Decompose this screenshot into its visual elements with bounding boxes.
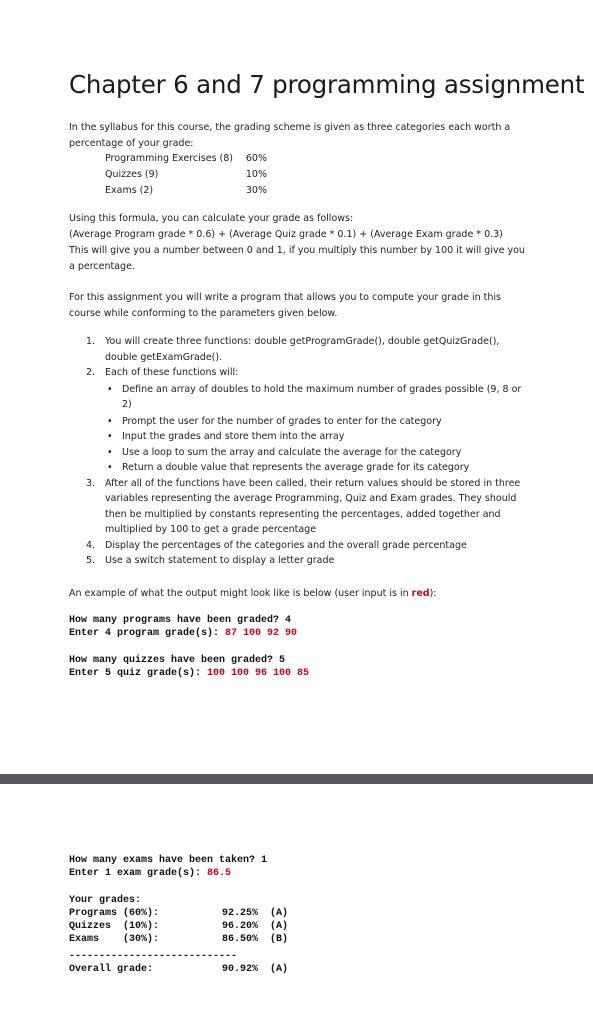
grade-label: Exams (30%): xyxy=(69,934,160,945)
grading-percent: 10% xyxy=(245,169,267,180)
grade-percent: 92.25% xyxy=(221,908,258,919)
overall-percent: 90.92% xyxy=(221,964,258,975)
list-item xyxy=(86,365,526,476)
formula-lead: Using this formula, you can calculate your grade as follows: xyxy=(69,213,354,224)
step-text: You will create three functions: double getProgramGrade(), double getQuizGrade(), double getExamGrade(). xyxy=(105,336,500,363)
grading-row xyxy=(105,167,267,183)
formula-note: This will give you a number between 0 and 1, if you multiply this number by 100 it will give you a percentage. xyxy=(69,245,525,272)
grade-row xyxy=(69,907,288,920)
sub-list-item: • Return a double value that represents the average grade for its category xyxy=(105,460,526,476)
grade-letter: (A) xyxy=(269,908,288,919)
user-input: 5 xyxy=(279,655,286,666)
overall-row xyxy=(69,963,288,976)
grade-row xyxy=(69,920,288,933)
step-number: 2. xyxy=(86,367,96,378)
step-number: 5. xyxy=(86,555,96,566)
grading-percent: 30% xyxy=(245,185,267,196)
output-line xyxy=(69,854,267,867)
step-text: After all of the functions have been called, their return values should be stored in three variables representing the average Programming, Quiz and Exam grades. They should then be multiplied by constants representing the percentages, added together and multiplied by 100 to get a grade percentage xyxy=(105,477,521,535)
assignment-paragraph: For this assignment you will write a program that allows you to compute your grade in this course while conforming to the parameters given below. xyxy=(69,292,501,319)
page-title: Chapter 6 and 7 programming assignment xyxy=(69,70,585,99)
sub-list-item: • Define an array of doubles to hold the maximum number of grades possible (9, 8 or 2) xyxy=(105,382,526,413)
sub-list-item: • Use a loop to sum the array and calculate the average for the category xyxy=(105,445,526,461)
grade-letter: (B) xyxy=(269,934,288,945)
sample-output-programs xyxy=(69,614,297,640)
list-item xyxy=(86,476,526,538)
formula-section xyxy=(69,211,527,275)
grading-category: Programming Exercises (8) xyxy=(105,153,234,164)
output-line xyxy=(69,627,297,640)
grade-label: Quizzes (10%): xyxy=(69,921,160,932)
grade-percent: 86.50% xyxy=(221,934,258,945)
user-input: 1 xyxy=(261,855,268,866)
step-text: Each of these functions will: xyxy=(105,367,239,378)
page-divider xyxy=(0,774,593,784)
prompt-text: Enter 1 exam grade(s): xyxy=(69,868,208,879)
heading-text: Your grades: xyxy=(69,895,142,906)
step-number: 4. xyxy=(86,539,96,551)
output-line xyxy=(69,667,309,680)
overall-letter: (A) xyxy=(269,964,288,975)
list-item xyxy=(86,538,526,554)
step-number: 3. xyxy=(86,477,96,489)
step-text: Use a switch statement to display a letter grade xyxy=(105,555,335,566)
grades-summary xyxy=(69,894,288,976)
rule-text: ---------------------------- xyxy=(69,951,238,962)
intro-paragraph: In the syllabus for this course, the grading scheme is given as three categories each worth a percentage of your grade: xyxy=(69,122,511,149)
grade-label: Programs (60%): xyxy=(69,908,160,919)
list-item xyxy=(86,553,526,569)
document-page-2 xyxy=(0,784,593,1024)
grading-category: Exams (2) xyxy=(105,185,154,196)
grading-row xyxy=(105,151,267,167)
prompt-text: Enter 5 quiz grade(s): xyxy=(69,668,208,679)
sub-list xyxy=(105,382,526,476)
formula-expression: (Average Program grade * 0.6) + (Average Quiz grade * 0.1) + (Average Exam grade * 0.3) xyxy=(69,229,503,240)
output-line xyxy=(69,614,297,627)
grading-row xyxy=(105,183,267,199)
sample-output-quizzes xyxy=(69,654,309,680)
prompt-text: How many quizzes have been graded? xyxy=(69,655,280,666)
step-text: Display the percentages of the categories and the overall grade percentage xyxy=(105,539,467,551)
grade-letter: (A) xyxy=(269,921,288,932)
prompt-text: How many programs have been graded? xyxy=(69,615,286,626)
example-lead xyxy=(69,586,527,602)
grade-row xyxy=(69,933,288,946)
prompt-text: Enter 4 program grade(s): xyxy=(69,628,226,639)
user-input: 86.5 xyxy=(207,868,232,879)
example-lead-tail: ): xyxy=(429,588,437,599)
user-input: 87 100 92 90 xyxy=(225,628,298,639)
list-item xyxy=(86,334,526,365)
output-line xyxy=(69,867,267,880)
prompt-text: How many exams have been taken? xyxy=(69,855,262,866)
grading-percent: 60% xyxy=(245,153,267,164)
grading-table xyxy=(105,151,267,199)
your-grades-heading xyxy=(69,894,288,907)
user-input: 4 xyxy=(285,615,292,626)
sub-list-item: • Input the grades and store them into the array xyxy=(105,429,526,445)
step-number: 1. xyxy=(86,336,96,347)
user-input: 100 100 96 100 85 xyxy=(207,668,310,679)
grade-percent: 96.20% xyxy=(221,921,258,932)
output-line xyxy=(69,654,309,667)
example-lead-text: An example of what the output might look like is below (user input is in xyxy=(69,588,412,599)
steps-list xyxy=(86,334,526,569)
separator-rule xyxy=(69,950,288,963)
example-red-word: red xyxy=(411,588,430,599)
sample-output-exams xyxy=(69,854,267,880)
grading-category: Quizzes (9) xyxy=(105,169,159,180)
overall-label: Overall grade: xyxy=(69,964,154,975)
sub-list-item: • Prompt the user for the number of grades to enter for the category xyxy=(105,414,526,430)
